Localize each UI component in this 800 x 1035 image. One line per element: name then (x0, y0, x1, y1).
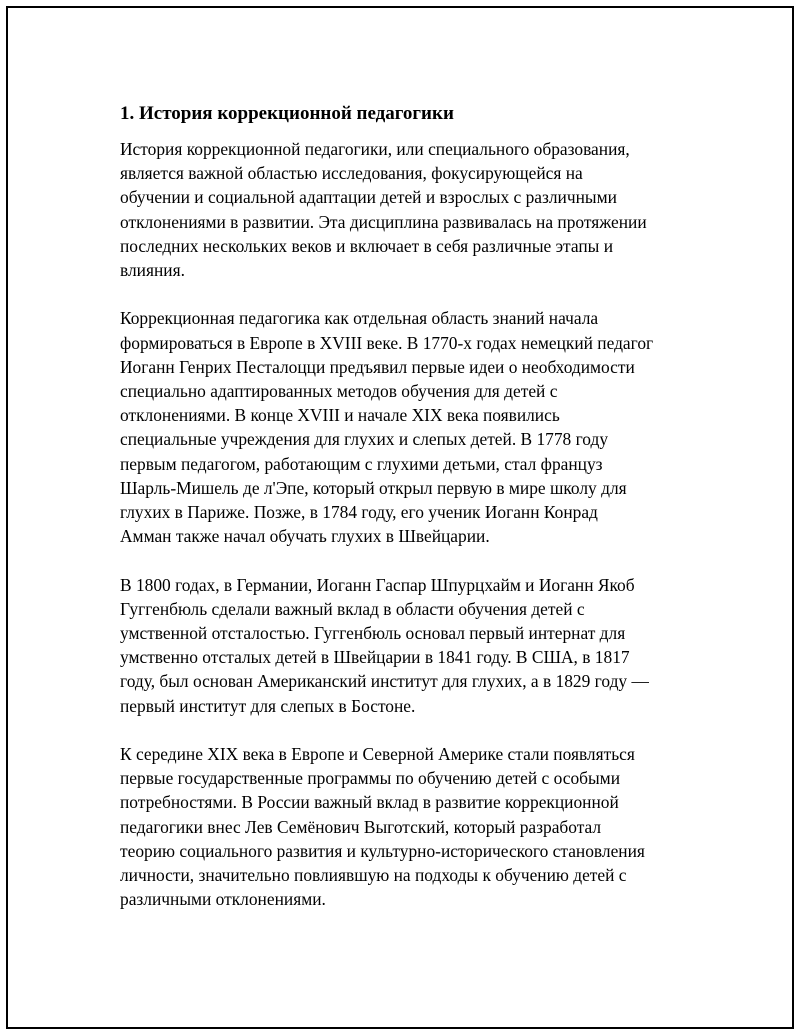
paragraph-3 (120, 573, 700, 718)
paragraph-4 (120, 742, 700, 911)
text-line: году, был основан Американский институт для глухих, а в 1829 году — (120, 671, 649, 692)
paragraph-2 (120, 306, 700, 548)
text-line: Амман также начал обучать глухих в Швейцарии. (120, 526, 490, 547)
text-line: обучении и социальной адаптации детей и взрослых с различными (120, 187, 617, 208)
text-line: В 1800 годах, в Германии, Иоганн Гаспар Шпурцхайм и Иоганн Якоб (120, 574, 635, 595)
text-line: отклонениями. В конце XVIII и начале XIX века появились (120, 405, 560, 426)
page-frame (6, 6, 794, 1029)
text-line: первые государственные программы по обучению детей с особыми (120, 768, 620, 789)
text-line: К середине XIX века в Европе и Северной Америке стали появляться (120, 744, 635, 765)
text-line: Гуггенбюль сделали важный вклад в области обучения детей с (120, 598, 585, 619)
text-line: потребностями. В России важный вклад в развитие коррекционной (120, 792, 619, 813)
text-line: История коррекционной педагогики, или специального образования, (120, 139, 630, 159)
paragraph-1 (120, 137, 700, 282)
text-line: специально адаптированных методов обучения для детей с (120, 381, 558, 402)
text-line: различными отклонениями. (120, 889, 326, 910)
text-line: первым педагогом, работающим с глухими детьми, стал француз (120, 453, 603, 474)
text-line: влияния. (120, 260, 185, 281)
text-line: Иоганн Генрих Песталоцци предъявил первые идеи о необходимости (120, 356, 635, 377)
text-line: Шарль-Мишель де л'Эпе, который открыл первую в мире школу для (120, 477, 627, 498)
document-body (120, 101, 700, 936)
text-line: отклонениями в развитии. Эта дисциплина развивалась на протяжении (120, 211, 647, 232)
text-line: личности, значительно повлиявшую на подходы к обучению детей с (120, 865, 627, 886)
text-line: Коррекционная педагогика как отдельная область знаний начала (120, 308, 599, 329)
section-heading: 1. История коррекционной педагогики (120, 103, 454, 124)
text-line: теорию социального развития и культурно-исторического становления (120, 840, 645, 861)
text-line: умственно отсталых детей в Швейцарии в 1841 году. В США, в 1817 (120, 647, 630, 668)
text-line: формироваться в Европе в XVIII веке. В 1770-х годах немецкий педагог (120, 332, 654, 353)
text-line: является важной областью исследования, фокусирующейся на (120, 163, 583, 184)
text-line: последних нескольких веков и включает в себя различные этапы и (120, 235, 613, 256)
text-line: первый институт для слепых в Бостоне. (120, 695, 416, 716)
text-line: педагогики внес Лев Семёнович Выготский, который разработал (120, 816, 602, 837)
text-line: умственной отсталостью. Гуггенбюль основал первый интернат для (120, 623, 626, 644)
text-line: глухих в Париже. Позже, в 1784 году, его ученик Иоганн Конрад (120, 502, 598, 523)
text-line: специальные учреждения для глухих и слепых детей. В 1778 году (120, 429, 609, 450)
paragraphs-container (120, 137, 700, 911)
